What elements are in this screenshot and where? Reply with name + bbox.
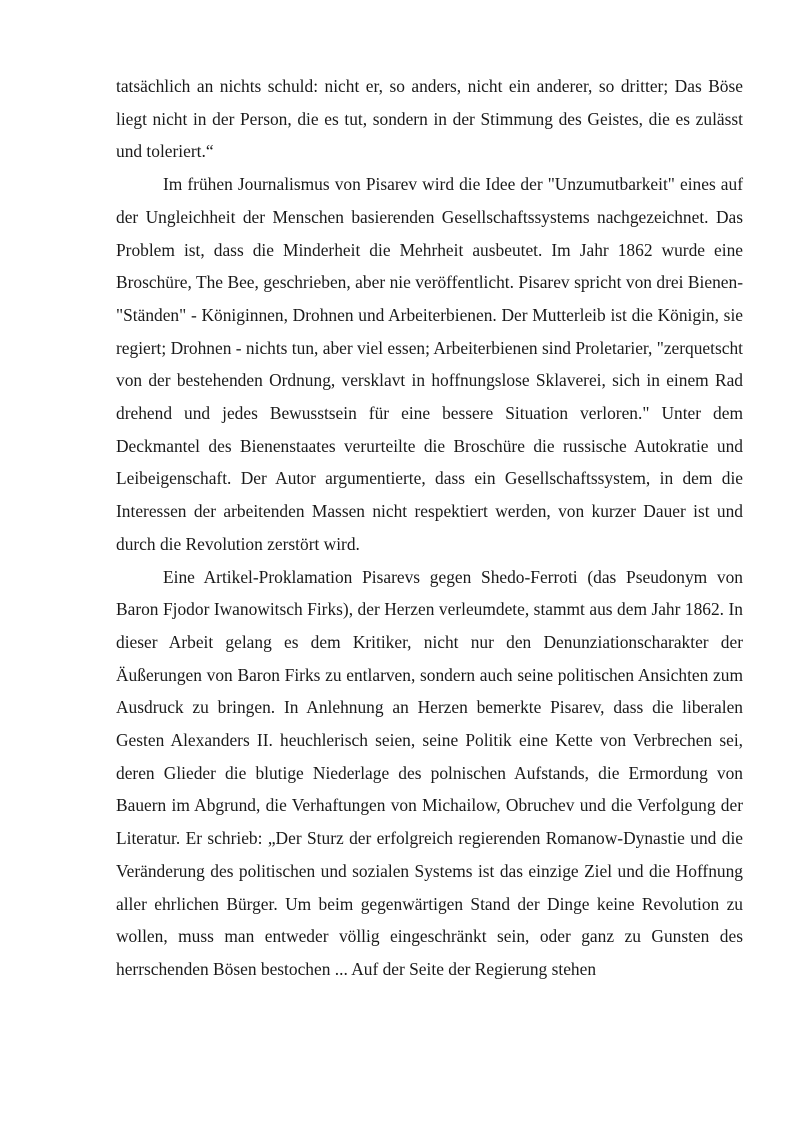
paragraph-continuation: tatsächlich an nichts schuld: nicht er, so anders, nicht ein anderer, so dritter; Das Böse liegt nicht in der Person, die es tut, sondern in der Stimmung des Geistes, die es zulässt und toleriert.“ [116,76,743,162]
document-page [116,70,743,986]
paragraph-pisarev-proclamation: Eine Artikel-Proklamation Pisarevs gegen Shedo-Ferroti (das Pseudonym von Baron Fjodor Iwanowitsch Firks), der Herzen verleumdete, stammt aus dem Jahr 1862. In dieser Arbeit gelang es dem Kritiker, nicht nur den Denunziationscharakter der Äußerungen von Baron Firks zu entlarven, sondern auch seine politischen Ansichten zum Ausdruck zu bringen. In Anlehnung an Herzen bemerkte Pisarev, dass die liberalen Gesten Alexanders II. heuchlerisch seien, seine Politik eine Kette von Verbrechen sei, deren Glieder die blutige Niederlage des polnischen Aufstands, die Ermordung von Bauern im Abgrund, die Verhaftungen von Michailow, Obruchev und die Verfolgung der Literatur. Er schrieb: „Der Sturz der erfolgreich regierenden Romanow-Dynastie und die Veränderung des politischen und sozialen Systems ist das einzige Ziel und die Hoffnung aller ehrlichen Bürger. Um beim gegenwärtigen Stand der Dinge keine Revolution zu wollen, muss man entweder völlig eingeschränkt sein, oder ganz zu Gunsten des herrschenden Bösen bestochen ... Auf der Seite der Regierung stehen [116,566,743,979]
paragraph-pisarev-bee: Im frühen Journalismus von Pisarev wird die Idee der "Unzumutbarkeit" eines auf der Ungleichheit der Menschen basierenden Gesellschaftssystems nachgezeichnet. Das Problem ist, dass die Minderheit die Mehrheit ausbeutet. Im Jahr 1862 wurde eine Broschüre, The Bee, geschrieben, aber nie veröffentlicht. Pisarev spricht von drei Bienen-"Ständen" - Königinnen, Drohnen und Arbeiterbienen. Der Mutterleib ist die Königin, sie regiert; Drohnen - nichts tun, aber viel essen; Arbeiterbienen sind Proletarier, "zerquetscht von der bestehenden Ordnung, versklavt in hoffnungslose Sklaverei, sich in einem Rad drehend und jedes Bewusstsein für eine bessere Situation verloren." Unter dem Deckmantel des Bienenstaates verurteilte die Broschüre die russische Autokratie und Leibeigenschaft. Der Autor argumentierte, dass ein Gesellschaftssystem, in dem die Interessen der arbeitenden Massen nicht respektiert werden, von kurzer Dauer ist und durch die Revolution zerstört wird. [116,174,743,554]
